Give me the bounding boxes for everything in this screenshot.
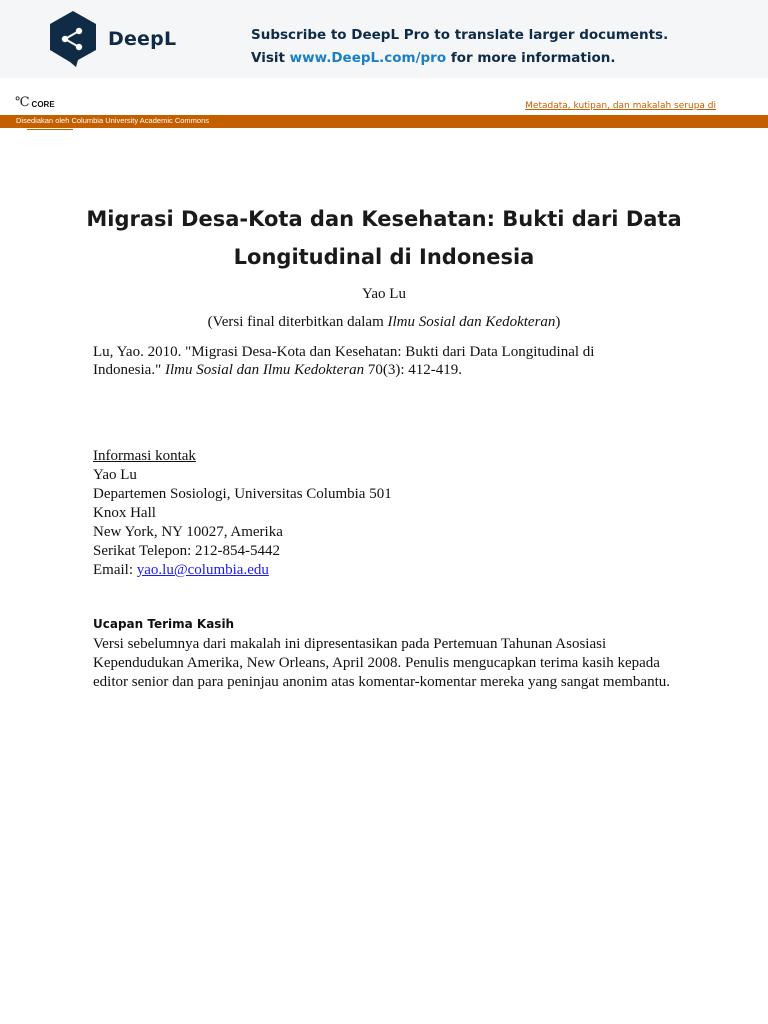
contact-email-label: Email: — [93, 562, 137, 578]
version-note-post: ) — [555, 314, 561, 330]
deepl-logo-icon — [48, 10, 98, 68]
core-logo[interactable] — [15, 96, 55, 109]
contact-info — [93, 447, 392, 580]
contact-name: Yao Lu — [93, 467, 137, 483]
deepl-wordmark: DeepL — [108, 28, 177, 50]
contact-department: Departemen Sosiologi, Universitas Columbia 501 — [93, 486, 392, 502]
citation — [93, 343, 653, 379]
version-note-pre: (Versi final diterbitkan dalam — [207, 314, 388, 330]
citation-post: 70(3): 412-419. — [364, 362, 463, 378]
version-note — [0, 314, 768, 331]
version-note-journal: Ilmu Sosial dan Kedokteran — [387, 314, 556, 330]
acknowledgements-body: Versi sebelumnya dari makalah ini dipresentasikan pada Pertemuan Tahunan Asosiasi Kependudukan Amerika, New Orleans, April 2008. Penulis mengucapkan terima kasih kepada editor senior dan para peninjau anonim atas komentar-komentar mereka yang sangat membantu. — [93, 636, 670, 690]
deepl-message-line-1: Subscribe to DeepL Pro to translate larger documents. — [251, 27, 669, 43]
paper-title: Migrasi Desa-Kota dan Kesehatan: Bukti dari Data Longitudinal di Indonesia — [86, 207, 682, 269]
deepl-pro-link[interactable]: www.DeepL.com/pro — [289, 50, 447, 66]
contact-phone: Serikat Telepon: 212-854-5442 — [93, 543, 280, 559]
deepl-logo[interactable] — [48, 10, 176, 68]
deepl-info-text: for more information. — [446, 50, 616, 66]
contact-email-row — [93, 561, 392, 580]
contact-city: New York, NY 10027, Amerika — [93, 524, 283, 540]
paper-author: Yao Lu — [362, 286, 406, 302]
core-provider-text[interactable]: Disediakan oleh Columbia University Academic Commons — [16, 116, 209, 125]
contact-building: Knox Hall — [93, 505, 156, 521]
deepl-visit-text: Visit — [251, 50, 290, 66]
citation-pre: Lu, Yao. 2010. "Migrasi Desa-Kota dan Kesehatan: Bukti dari Data Longitudinal di Indonesia." — [93, 344, 595, 378]
contact-heading: Informasi kontak — [93, 448, 196, 464]
core-metadata-link[interactable]: Metadata, kutipan, dan makalah serupa di — [525, 101, 716, 111]
deepl-banner — [0, 0, 768, 78]
acknowledgements-heading: Ucapan Terima Kasih — [93, 617, 235, 631]
core-provider-underline — [27, 129, 73, 130]
core-logo-text: CORE — [31, 100, 55, 109]
citation-journal: Ilmu Sosial dan Ilmu Kedokteran — [164, 362, 365, 378]
contact-email-link[interactable]: yao.lu@columbia.edu — [136, 562, 269, 578]
core-logo-icon: ℃ — [15, 95, 30, 110]
deepl-message-line-2 — [251, 47, 668, 70]
deepl-subscribe-message — [251, 24, 668, 70]
